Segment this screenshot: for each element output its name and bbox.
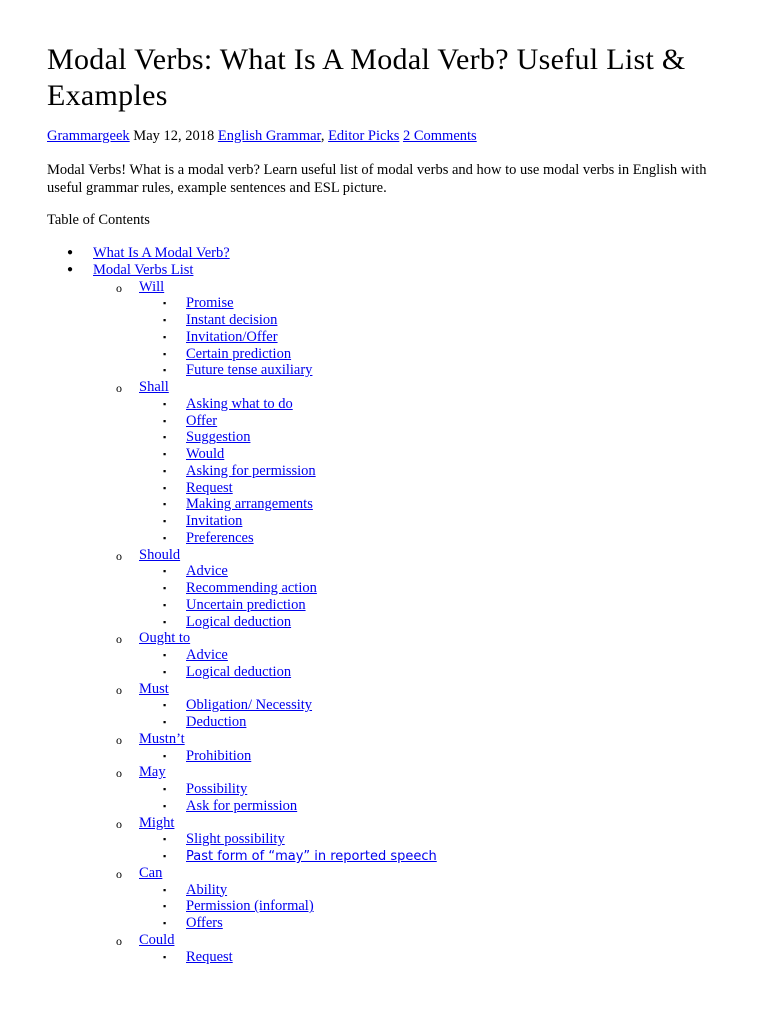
toc-link[interactable]: Prohibition	[186, 747, 252, 764]
list-bullet-icon: ▪	[163, 616, 167, 627]
toc-item	[47, 681, 437, 698]
toc-link[interactable]: Invitation	[186, 513, 243, 529]
toc-item	[47, 898, 437, 915]
toc-link[interactable]: Instant decision	[186, 312, 278, 328]
list-bullet-icon: ▪	[163, 800, 167, 811]
intro-paragraph: Modal Verbs! What is a modal verb? Learn useful list of modal verbs and how to use modal verbs in English with useful grammar rules, example sentences and ESL picture.	[47, 162, 707, 196]
toc-link[interactable]: Can	[139, 864, 163, 881]
toc-link[interactable]: Future tense auxiliary	[186, 362, 313, 379]
list-bullet-icon: o	[116, 816, 122, 831]
toc-link[interactable]: Ought to	[139, 630, 191, 647]
toc-item	[47, 915, 437, 932]
toc-link[interactable]: Should	[139, 546, 181, 563]
toc-link[interactable]: Asking what to do	[186, 395, 293, 412]
toc-item	[47, 630, 437, 647]
page-title: Modal Verbs: What Is A Modal Verb? Useful List & Examples	[47, 43, 686, 112]
list-bullet-icon: ▪	[163, 700, 167, 711]
comments-link[interactable]: 2 Comments	[402, 128, 477, 144]
toc-link[interactable]: Mustn’t	[139, 730, 185, 747]
toc-item	[47, 463, 437, 480]
toc-link[interactable]: Uncertain prediction	[186, 596, 306, 613]
list-bullet-icon: o	[116, 933, 122, 948]
list-bullet-icon: o	[116, 280, 122, 295]
list-bullet-icon: o	[116, 682, 122, 697]
list-bullet-icon: ▪	[163, 449, 167, 459]
toc-link[interactable]: Modal Verbs List	[93, 261, 194, 278]
list-bullet-icon: ▪	[163, 951, 167, 962]
toc-item	[47, 664, 437, 681]
toc-link[interactable]: Logical deduction	[186, 663, 292, 680]
toc-link[interactable]: Offers	[186, 915, 223, 931]
list-bullet-icon: ▪	[163, 566, 167, 577]
toc-item	[47, 496, 437, 513]
toc-item	[47, 949, 437, 966]
toc-link[interactable]: Making arrangements	[186, 496, 313, 513]
toc-link[interactable]: May	[139, 764, 166, 781]
list-bullet-icon: ▪	[163, 583, 167, 593]
toc-link[interactable]: Advice	[186, 563, 228, 580]
toc-item	[47, 882, 437, 899]
toc-link[interactable]: Suggestion	[186, 429, 251, 446]
toc-link[interactable]: Past form of “may” in reported speech	[186, 849, 437, 864]
toc-link[interactable]: Advice	[186, 647, 228, 663]
toc-link[interactable]: Logical deduction	[186, 613, 292, 630]
list-bullet-icon: o	[116, 766, 122, 781]
list-bullet-icon: o	[116, 866, 122, 881]
toc-link[interactable]: Invitation/Offer	[186, 328, 278, 345]
category-link-editor-picks[interactable]: Editor Picks	[328, 128, 400, 144]
toc-item	[47, 798, 437, 815]
toc-list	[47, 245, 437, 965]
list-bullet-icon: ▪	[163, 298, 167, 309]
toc-item	[47, 815, 437, 832]
toc-item	[47, 932, 437, 949]
list-bullet-icon: ▪	[163, 834, 167, 845]
toc-item	[47, 245, 437, 262]
list-bullet-icon: ▪	[163, 365, 167, 376]
toc-item	[47, 312, 437, 329]
toc-item	[47, 731, 437, 748]
list-bullet-icon: ▪	[163, 884, 167, 895]
list-bullet-icon: ▪	[163, 532, 167, 543]
toc-item	[47, 580, 437, 597]
list-bullet-icon: ▪	[163, 666, 167, 677]
toc-link[interactable]: Promise	[186, 295, 234, 312]
toc-link[interactable]: Could	[139, 931, 175, 948]
list-bullet-icon: ▪	[163, 750, 167, 761]
toc-link[interactable]: Asking for permission	[186, 462, 316, 479]
toc-item	[47, 563, 437, 580]
toc-link[interactable]: Offer	[186, 412, 218, 429]
toc-link[interactable]: Might	[139, 814, 175, 831]
list-bullet-icon: ▪	[163, 851, 167, 861]
list-bullet-icon: ▪	[163, 901, 167, 912]
toc-item	[47, 781, 437, 798]
list-bullet-icon: ▪	[163, 918, 167, 928]
toc-item	[47, 714, 437, 731]
toc-link[interactable]: Deduction	[186, 714, 247, 730]
toc-link[interactable]: Must	[139, 680, 169, 697]
author-link[interactable]: Grammargeek	[47, 128, 130, 144]
article-meta	[47, 127, 477, 145]
toc-link[interactable]: Request	[186, 948, 233, 965]
list-bullet-icon: ▪	[163, 415, 167, 426]
list-bullet-icon: ▪	[163, 465, 167, 476]
toc-item	[47, 429, 437, 446]
table-of-contents	[47, 245, 437, 965]
list-bullet-icon: o	[116, 381, 122, 395]
list-bullet-icon: ▪	[163, 650, 167, 660]
toc-link[interactable]: What Is A Modal Verb?	[93, 245, 230, 261]
toc-item	[47, 396, 437, 413]
list-bullet-icon: ▪	[163, 499, 167, 510]
toc-link[interactable]: Request	[186, 479, 233, 496]
toc-item	[47, 362, 437, 379]
post-date: May 12, 2018	[133, 128, 215, 144]
list-bullet-icon: ▪	[163, 784, 167, 794]
list-bullet-icon: ▪	[163, 516, 167, 526]
list-bullet-icon: o	[116, 548, 122, 563]
toc-item	[47, 647, 437, 664]
toc-item	[47, 379, 437, 396]
toc-item	[47, 697, 437, 714]
toc-link[interactable]: Would	[186, 446, 225, 462]
list-bullet-icon: ▪	[163, 717, 167, 727]
toc-link[interactable]: Permission (informal)	[186, 898, 314, 915]
list-bullet-icon: o	[116, 732, 122, 747]
toc-item	[47, 614, 437, 631]
list-bullet-icon: ▪	[163, 398, 167, 409]
toc-item	[47, 597, 437, 614]
toc-item	[47, 530, 437, 547]
toc-item	[47, 748, 437, 765]
toc-item	[47, 831, 437, 848]
list-bullet-icon: ▪	[163, 315, 167, 325]
toc-item	[47, 480, 437, 497]
toc-title: Table of Contents	[47, 212, 150, 228]
toc-item	[47, 413, 437, 430]
toc-item	[47, 279, 437, 296]
toc-item	[47, 865, 437, 882]
toc-link[interactable]: Preferences	[186, 529, 254, 546]
list-bullet-icon: ▪	[163, 432, 167, 443]
toc-item	[47, 547, 437, 564]
list-bullet-icon: o	[116, 632, 122, 647]
toc-link[interactable]: Certain prediction	[186, 345, 292, 362]
toc-item	[47, 513, 437, 530]
toc-item	[47, 329, 437, 346]
category-link-english-grammar[interactable]: English Grammar	[217, 128, 321, 144]
toc-link[interactable]: Obligation/ Necessity	[186, 697, 313, 714]
list-bullet-icon: ▪	[163, 331, 167, 342]
list-bullet-icon: ●	[67, 263, 74, 275]
list-bullet-icon: ▪	[163, 348, 167, 359]
toc-item	[47, 848, 437, 865]
toc-link[interactable]: Ability	[186, 881, 228, 898]
toc-item	[47, 262, 437, 279]
toc-item	[47, 346, 437, 363]
toc-link[interactable]: Will	[139, 278, 165, 295]
toc-link[interactable]: Slight possibility	[186, 831, 285, 848]
list-bullet-icon: ▪	[163, 599, 167, 610]
toc-link[interactable]: Ask for permission	[186, 797, 298, 814]
toc-link[interactable]: Possibility	[186, 781, 248, 797]
category-separator: ,	[320, 128, 325, 144]
list-bullet-icon: ▪	[163, 482, 167, 493]
list-bullet-icon: ●	[67, 247, 74, 258]
toc-item	[47, 764, 437, 781]
toc-link[interactable]: Shall	[139, 379, 169, 395]
toc-item	[47, 446, 437, 463]
toc-item	[47, 295, 437, 312]
toc-link[interactable]: Recommending action	[186, 580, 317, 596]
